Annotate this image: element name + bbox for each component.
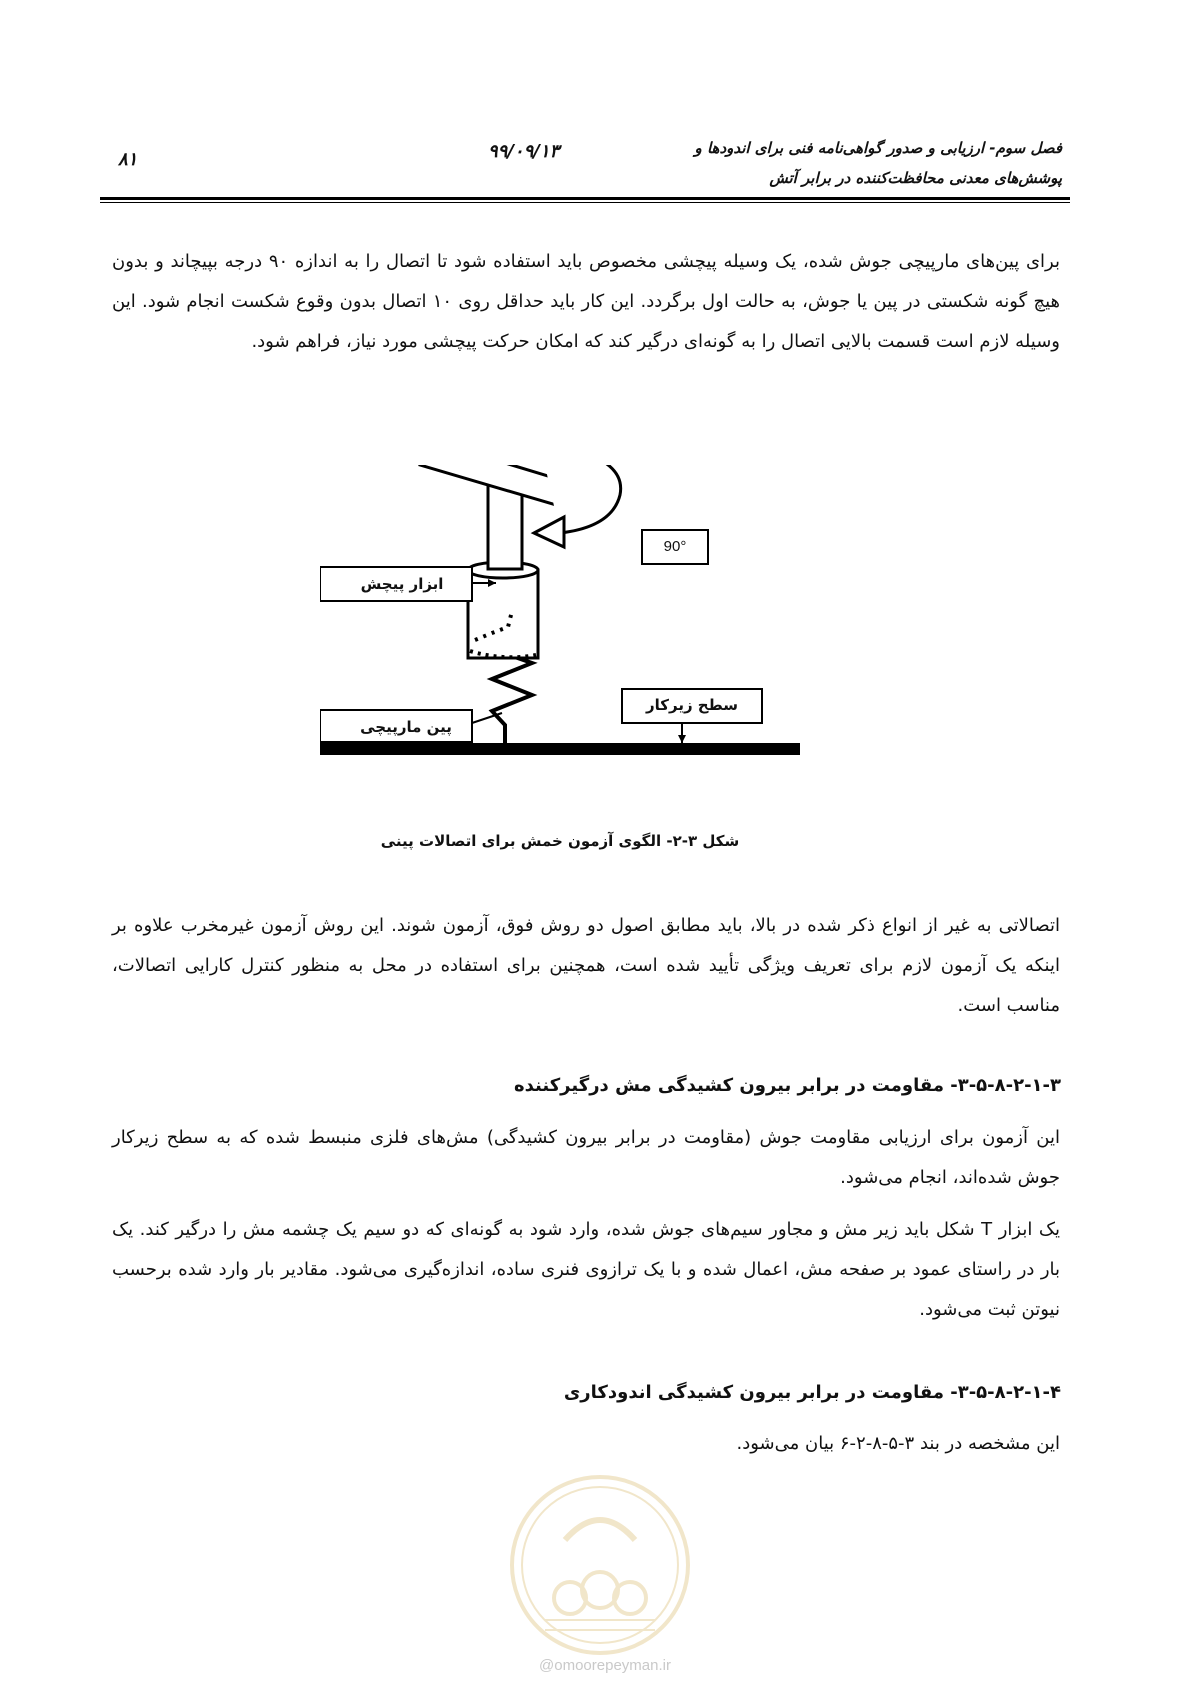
section-heading-mesh-pullout: ۳-۵-۸-۲-۱-۳- مقاومت در برابر بیرون کشیدگی مش درگیرکننده bbox=[514, 1075, 1061, 1096]
paragraph-t-tool: یک ابزار T شکل باید زیر مش و مجاور سیم‌های جوش شده، وارد شود به گونه‌ای که دو سیم یک چشمه مش را درگیر کند. یک بار در راستای عمود بر صفحه مش، اعمال شده و با یک ترازوی فنری ساده، اندازه‌گیری می‌شود. مقادیر بار وارد شده برحسب نیوتن ثبت می‌شود. bbox=[112, 1219, 1060, 1320]
section-heading-plaster-pullout: ۳-۵-۸-۲-۱-۴- مقاومت در برابر بیرون کشیدگی اندودکاری bbox=[563, 1382, 1061, 1403]
label-torsion-tool: ابزار پیچش bbox=[360, 575, 444, 593]
paragraph-reference: این مشخصه در بند ۳-۵-۸-۲-۶ بیان می‌شود. bbox=[736, 1433, 1060, 1454]
chapter-title-line1: فصل سوم- ارزیابی و صدور گواهی‌نامه فنی برای اندودها و bbox=[694, 139, 1062, 157]
torsion-test-figure bbox=[320, 465, 800, 830]
page-number: ۸۱ bbox=[118, 149, 138, 170]
label-substrate: سطح زیرکار bbox=[646, 696, 738, 714]
figure-caption: شکل ۳-۲- الگوی آزمون خمش برای اتصالات پینی bbox=[380, 832, 740, 850]
paragraph-other-connections: اتصالاتی به غیر از انواع ذکر شده در بالا، باید مطابق اصول دو روش فوق، آزمون شوند. این روش آزمون غیرمخرب علاوه بر اینکه یک آزمون لازم برای تعریف ویژگی تأیید شده است، همچنین برای استفاده در محل به منظور کنترل کارایی اتصالات، مناسب است. bbox=[112, 915, 1060, 1016]
paragraph-mesh-test: این آزمون برای ارزیابی مقاومت جوش (مقاومت در برابر بیرون کشیدگی) مش‌های فلزی منبسط شده که به سطح زیرکار جوش شده‌اند، انجام می‌شود. bbox=[112, 1127, 1060, 1188]
header-rule-thin bbox=[100, 202, 1070, 203]
substrate-plate bbox=[320, 743, 800, 755]
chapter-title bbox=[632, 133, 1062, 193]
watermark-seal bbox=[505, 1470, 695, 1660]
torsion-test-diagram bbox=[320, 465, 800, 830]
document-date: ۹۹/۰۹/۱۳ bbox=[488, 141, 560, 162]
header-rule bbox=[100, 197, 1070, 200]
chapter-title-line2: پوشش‌های معدنی محافظت‌کننده در برابر آتش bbox=[769, 169, 1062, 187]
watermark-url: @omoorepeyman.ir bbox=[539, 1657, 671, 1674]
label-angle: 90° bbox=[663, 538, 687, 555]
page-header bbox=[100, 125, 1070, 203]
label-spiral-pin: پین مارپیچی bbox=[360, 718, 452, 736]
paragraph-helical-pins: برای پین‌های مارپیچی جوش شده، یک وسیله پیچشی مخصوص باید استفاده شود تا اتصال را به اندازه ۹۰ درجه بپیچاند و بدون هیچ گونه شکستی در پین یا جوش، به حالت اول برگردد. این کار باید حداقل روی ۱۰ اتصال بدون وقوع شکست انجام شود. این وسیله لازم است قسمت بالایی اتصال را به گونه‌ای درگیر کند که امکان حرکت پیچشی مورد نیاز، فراهم شود. bbox=[112, 251, 1061, 352]
